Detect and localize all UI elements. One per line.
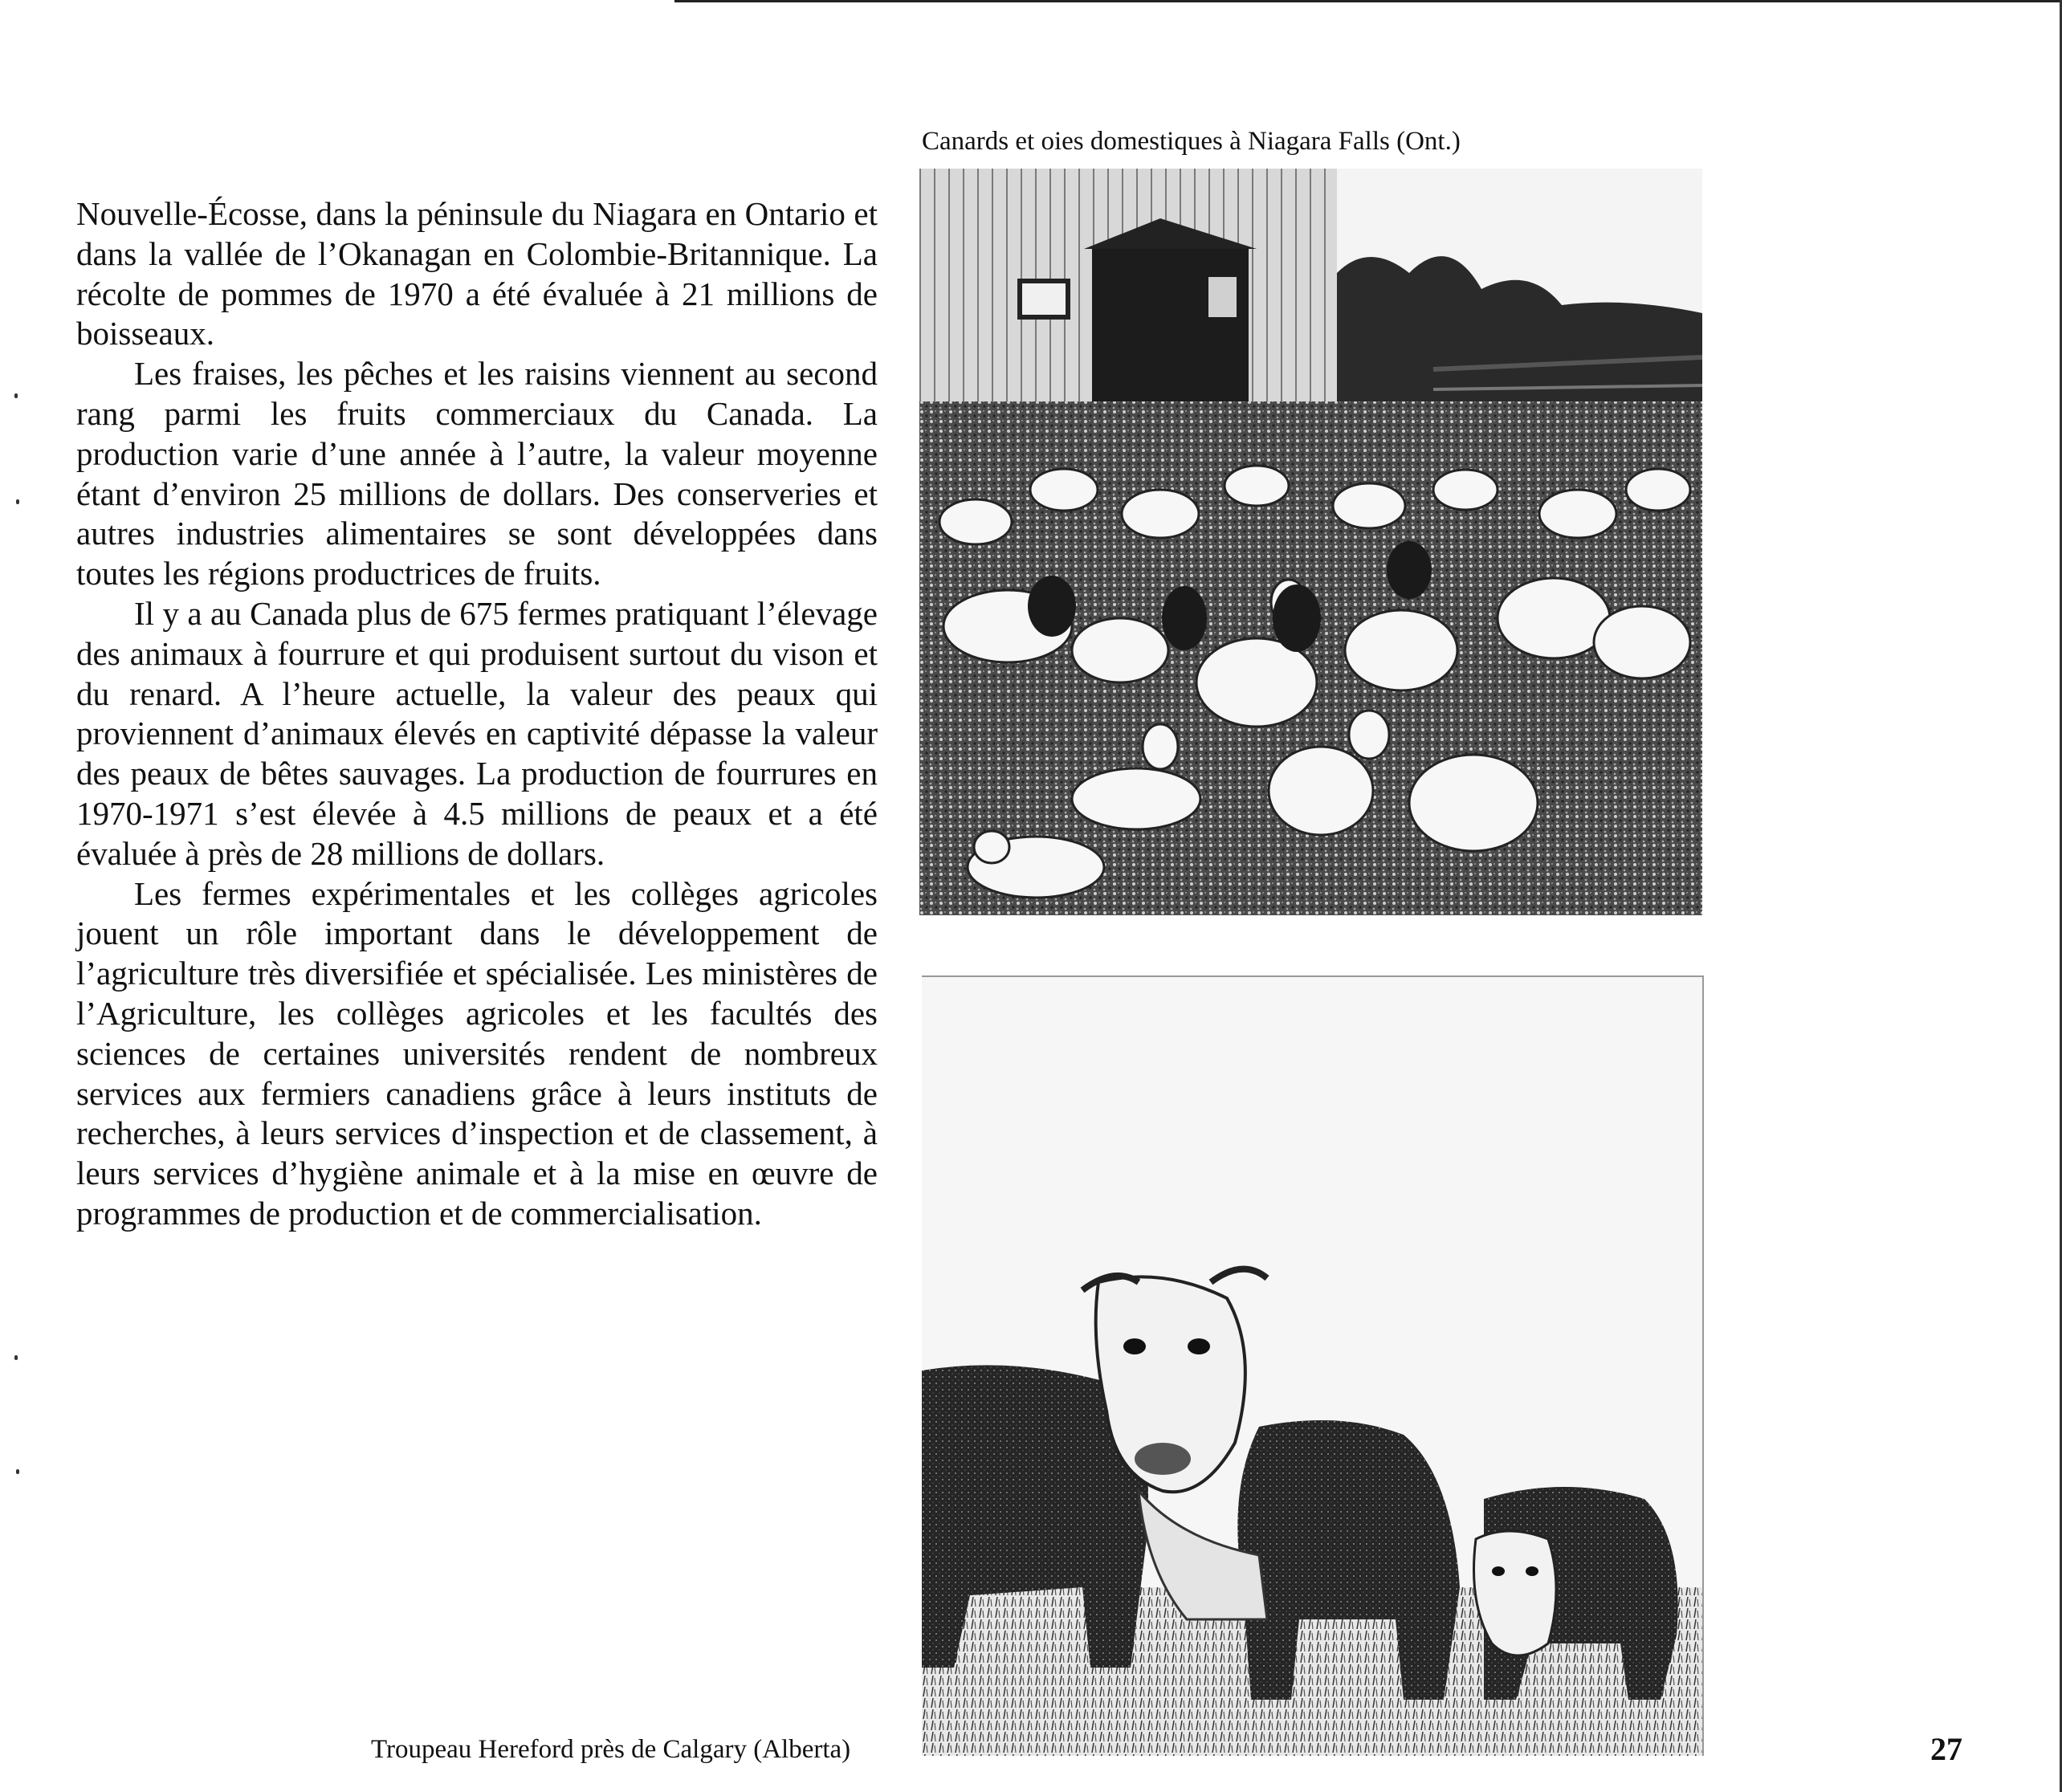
paragraph: Il y a au Canada plus de 675 fermes pratiquant l’élevage des animaux à fourrure et qui produisent surtout du vison et du renard. A l’heure actuelle, la valeur des peaux qui proviennent d’animaux élevés en captivité dépasse la valeur des peaux de bêtes sauvages. La production de fourrures en 1970-1971 s’est élevée à 4.5 millions de peaux et a été évaluée à près de 28 millions de dollars. [76,594,878,872]
hereford-herd-photo [922,975,1704,1756]
paragraph: Nouvelle-Écosse, dans la péninsule du Niagara en Ontario et dans la vallée de l’Okanagan en Colombie-Britannique. La récolte de pommes de 1970 a été évaluée à 21 millions de boisseaux. [76,195,878,352]
body-text [76,194,878,1234]
photo-caption-ducks: Canards et oies domestiques à Niagara Falls (Ont.) [922,127,1461,156]
margin-speck [16,499,19,504]
paragraph: Les fraises, les pêches et les raisins viennent au second rang parmi les fruits commerciaux du Canada. La production varie d’une année à l’autre, la valeur moyenne étant d’environ 25 millions de dollars. Des conserveries et autres industries alimentaires se sont développées dans toutes les régions productrices de fruits. [76,355,878,593]
photo-caption-hereford: Troupeau Hereford près de Calgary (Alberta) [371,1735,851,1764]
margin-speck [16,1469,19,1474]
paragraph: Les fermes expérimentales et les collèges agricoles jouent un rôle important dans le développement de l’agriculture très diversifiée et spécialisée. Les ministères de l’Agriculture, les collèges agricoles et les facultés des sciences de certaines universités rendent de nombreux services aux fermiers canadiens grâce à leurs instituts de recherches, à leurs services d’inspection et de classement, à leurs services d’hygiène animale et à la mise en œuvre de programmes de production et de commercialisation. [76,874,878,1232]
top-rule [674,0,2062,2]
page-number: 27 [1930,1731,1962,1767]
ducks-geese-photo [919,169,1702,915]
margin-speck [14,393,18,398]
margin-speck [14,1355,18,1360]
